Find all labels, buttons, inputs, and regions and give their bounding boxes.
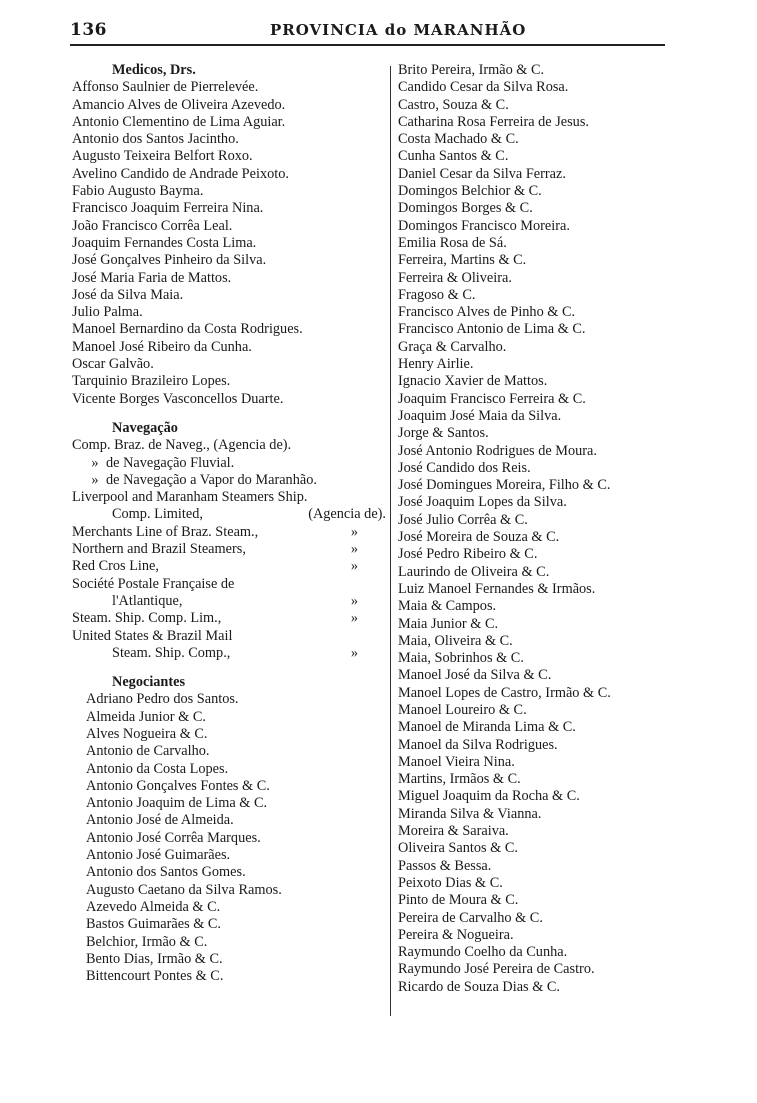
- list-item: Maia Junior & C.: [398, 615, 499, 632]
- list-item: Passos & Bessa.: [398, 857, 492, 874]
- list-item: Affonso Saulnier de Pierrelevée.: [72, 79, 259, 96]
- list-item: Brito Pereira, Irmão & C.: [398, 62, 545, 78]
- list-item: Jorge & Santos.: [398, 425, 489, 442]
- list-item: Manoel da Silva Rodrigues.: [398, 736, 558, 753]
- list-item: Augusto Caetano da Silva Ramos.: [86, 881, 282, 898]
- list-item: Antonio Gonçalves Fontes & C.: [86, 777, 270, 794]
- list-item: Domingos Borges & C.: [398, 200, 533, 217]
- list-item: José Antonio Rodrigues de Moura.: [398, 442, 597, 459]
- list-item: João Francisco Corrêa Leal.: [72, 217, 233, 234]
- list-item: Emilia Rosa de Sá.: [398, 234, 507, 251]
- list-item: Manoel José Ribeiro da Cunha.: [72, 338, 252, 355]
- list-item: José Pedro Ribeiro & C.: [398, 546, 538, 563]
- list-item: Azevedo Almeida & C.: [86, 898, 221, 915]
- list-item: Moreira & Saraiva.: [398, 823, 509, 840]
- list-item: Miguel Joaquim da Rocha & C.: [398, 788, 580, 805]
- list-item: Antonio dos Santos Gomes.: [86, 864, 246, 881]
- list-item: José da Silva Maia.: [72, 286, 184, 303]
- list-item: José Gonçalves Pinheiro da Silva.: [72, 252, 267, 269]
- nav-entry: Steam. Ship. Comp., »: [112, 644, 358, 661]
- list-item: Maia, Sobrinhos & C.: [398, 650, 524, 667]
- list-item: Catharina Rosa Ferreira de Jesus.: [398, 113, 589, 130]
- list-item: Antonio José Corrêa Marques.: [86, 829, 261, 846]
- list-item: Joaquim Francisco Ferreira & C.: [398, 390, 586, 407]
- list-item: Manoel Vieira Nina.: [398, 753, 515, 770]
- list-item: Vicente Borges Vasconcellos Duarte.: [72, 390, 284, 407]
- list-item: Manoel Loureiro & C.: [398, 701, 527, 718]
- nav-entry: » de Navegação Fluvial.: [91, 454, 235, 471]
- list-item: Domingos Francisco Moreira.: [398, 217, 570, 234]
- list-item: José Joaquim Lopes da Silva.: [398, 494, 567, 511]
- list-item: Pereira & Nogueira.: [398, 926, 514, 943]
- list-item: Almeida Junior & C.: [86, 708, 206, 725]
- list-item: Graça & Carvalho.: [398, 338, 507, 355]
- nav-entry: l'Atlantique, »: [112, 592, 358, 609]
- list-item: Cunha Santos & C.: [398, 148, 509, 165]
- list-item: Amancio Alves de Oliveira Azevedo.: [72, 96, 286, 113]
- list-item: José Maria Faria de Mattos.: [72, 269, 232, 286]
- list-item: Maia, Oliveira & C.: [398, 632, 513, 649]
- list-item: Antonio dos Santos Jacintho.: [72, 131, 239, 148]
- negociantes-list-continued: [398, 62, 698, 996]
- list-item: José Julio Corrêa & C.: [398, 511, 528, 528]
- left-column: [72, 62, 392, 985]
- nav-entry: Liverpool and Maranham Steamers Ship.: [72, 489, 308, 506]
- list-item: Julio Palma.: [72, 304, 143, 321]
- list-item: Costa Machado & C.: [398, 131, 519, 148]
- list-item: Pereira de Carvalho & C.: [398, 909, 543, 926]
- list-item: Manoel José da Silva & C.: [398, 667, 552, 684]
- running-title: PROVINCIA do MARANHÃO: [270, 21, 527, 39]
- list-item: Bastos Guimarães & C.: [86, 916, 222, 933]
- negociantes-heading: Negociantes: [112, 674, 186, 691]
- list-item: Raymundo Coelho da Cunha.: [398, 944, 568, 961]
- list-item: Ignacio Xavier de Mattos.: [398, 373, 548, 390]
- list-item: Bittencourt Pontes & C.: [86, 968, 224, 985]
- nav-entry: » de Navegação a Vapor do Maranhão.: [91, 471, 317, 488]
- list-item: Joaquim Fernandes Costa Lima.: [72, 234, 257, 251]
- list-item: Laurindo de Oliveira & C.: [398, 563, 550, 580]
- list-item: Francisco Alves de Pinho & C.: [398, 304, 576, 321]
- list-item: Joaquim José Maia da Silva.: [398, 407, 562, 424]
- list-item: Augusto Teixeira Belfort Roxo.: [72, 148, 253, 165]
- nav-entry: Steam. Ship. Comp. Lim., »: [72, 610, 358, 627]
- list-item: Manoel Bernardino da Costa Rodrigues.: [72, 321, 303, 338]
- list-item: Antonio Clementino de Lima Aguiar.: [72, 113, 286, 130]
- list-item: Alves Nogueira & C.: [86, 725, 208, 742]
- list-item: Antonio José de Almeida.: [86, 812, 234, 829]
- medicos-list: [72, 79, 392, 408]
- list-item: Daniel Cesar da Silva Ferraz.: [398, 165, 566, 182]
- list-item: Antonio de Carvalho.: [86, 743, 210, 760]
- list-item: Luiz Manoel Fernandes & Irmãos.: [398, 580, 596, 597]
- list-item: Domingos Belchior & C.: [398, 183, 542, 200]
- list-item: Tarquinio Brazileiro Lopes.: [72, 373, 231, 390]
- list-item: Martins, Irmãos & C.: [398, 771, 521, 788]
- list-item: Antonio José Guimarães.: [86, 847, 231, 864]
- navegacao-heading: Navegação: [112, 419, 178, 436]
- negociantes-list: [72, 691, 392, 985]
- list-item: Belchior, Irmão & C.: [86, 933, 208, 950]
- page-header: [70, 20, 670, 42]
- list-item: Oliveira Santos & C.: [398, 840, 518, 857]
- list-item: Manoel de Miranda Lima & C.: [398, 719, 576, 736]
- list-item: Francisco Joaquim Ferreira Nina.: [72, 200, 264, 217]
- list-item: José Moreira de Souza & C.: [398, 529, 560, 546]
- list-item: Antonio da Costa Lopes.: [86, 760, 229, 777]
- nav-entry: Comp. Limited, (Agencia de).: [112, 506, 386, 523]
- list-item: José Domingues Moreira, Filho & C.: [398, 477, 611, 494]
- list-item: José Candido dos Reis.: [398, 459, 531, 476]
- list-item: Peixoto Dias & C.: [398, 874, 503, 891]
- list-item: Ferreira, Martins & C.: [398, 252, 527, 269]
- list-item: Fragoso & C.: [398, 286, 476, 303]
- list-item: Candido Cesar da Silva Rosa.: [398, 79, 569, 96]
- nav-entry: Société Postale Française de: [72, 575, 235, 592]
- list-item: Castro, Souza & C.: [398, 96, 509, 113]
- list-item: Adriano Pedro dos Santos.: [86, 691, 239, 708]
- list-item: Avelino Candido de Andrade Peixoto.: [72, 165, 289, 182]
- list-item: Pinto de Moura & C.: [398, 892, 519, 909]
- nav-entry: Comp. Braz. de Naveg., (Agencia de).: [72, 437, 292, 454]
- list-item: Ricardo de Souza Dias & C.: [398, 978, 560, 995]
- nav-entry: United States & Brazil Mail: [72, 627, 233, 644]
- medicos-heading: Medicos, Drs.: [112, 62, 196, 78]
- nav-entry: Red Cros Line, »: [72, 558, 358, 575]
- list-item: Henry Airlie.: [398, 356, 474, 373]
- list-item: Fabio Augusto Bayma.: [72, 183, 204, 200]
- header-rule: [70, 44, 665, 46]
- list-item: Raymundo José Pereira de Castro.: [398, 961, 595, 978]
- list-item: Oscar Galvão.: [72, 356, 154, 373]
- nav-entry: Northern and Brazil Steamers, »: [72, 541, 358, 558]
- list-item: Bento Dias, Irmão & C.: [86, 950, 223, 967]
- list-item: Maia & Campos.: [398, 598, 497, 615]
- nav-entry: Merchants Line of Braz. Steam., »: [72, 523, 358, 540]
- list-item: Francisco Antonio de Lima & C.: [398, 321, 586, 338]
- list-item: Ferreira & Oliveira.: [398, 269, 512, 286]
- list-item: Miranda Silva & Vianna.: [398, 805, 542, 822]
- list-item: Antonio Joaquim de Lima & C.: [86, 795, 268, 812]
- right-column: [398, 62, 698, 996]
- page-number: 136: [70, 20, 107, 40]
- list-item: Manoel Lopes de Castro, Irmão & C.: [398, 684, 611, 701]
